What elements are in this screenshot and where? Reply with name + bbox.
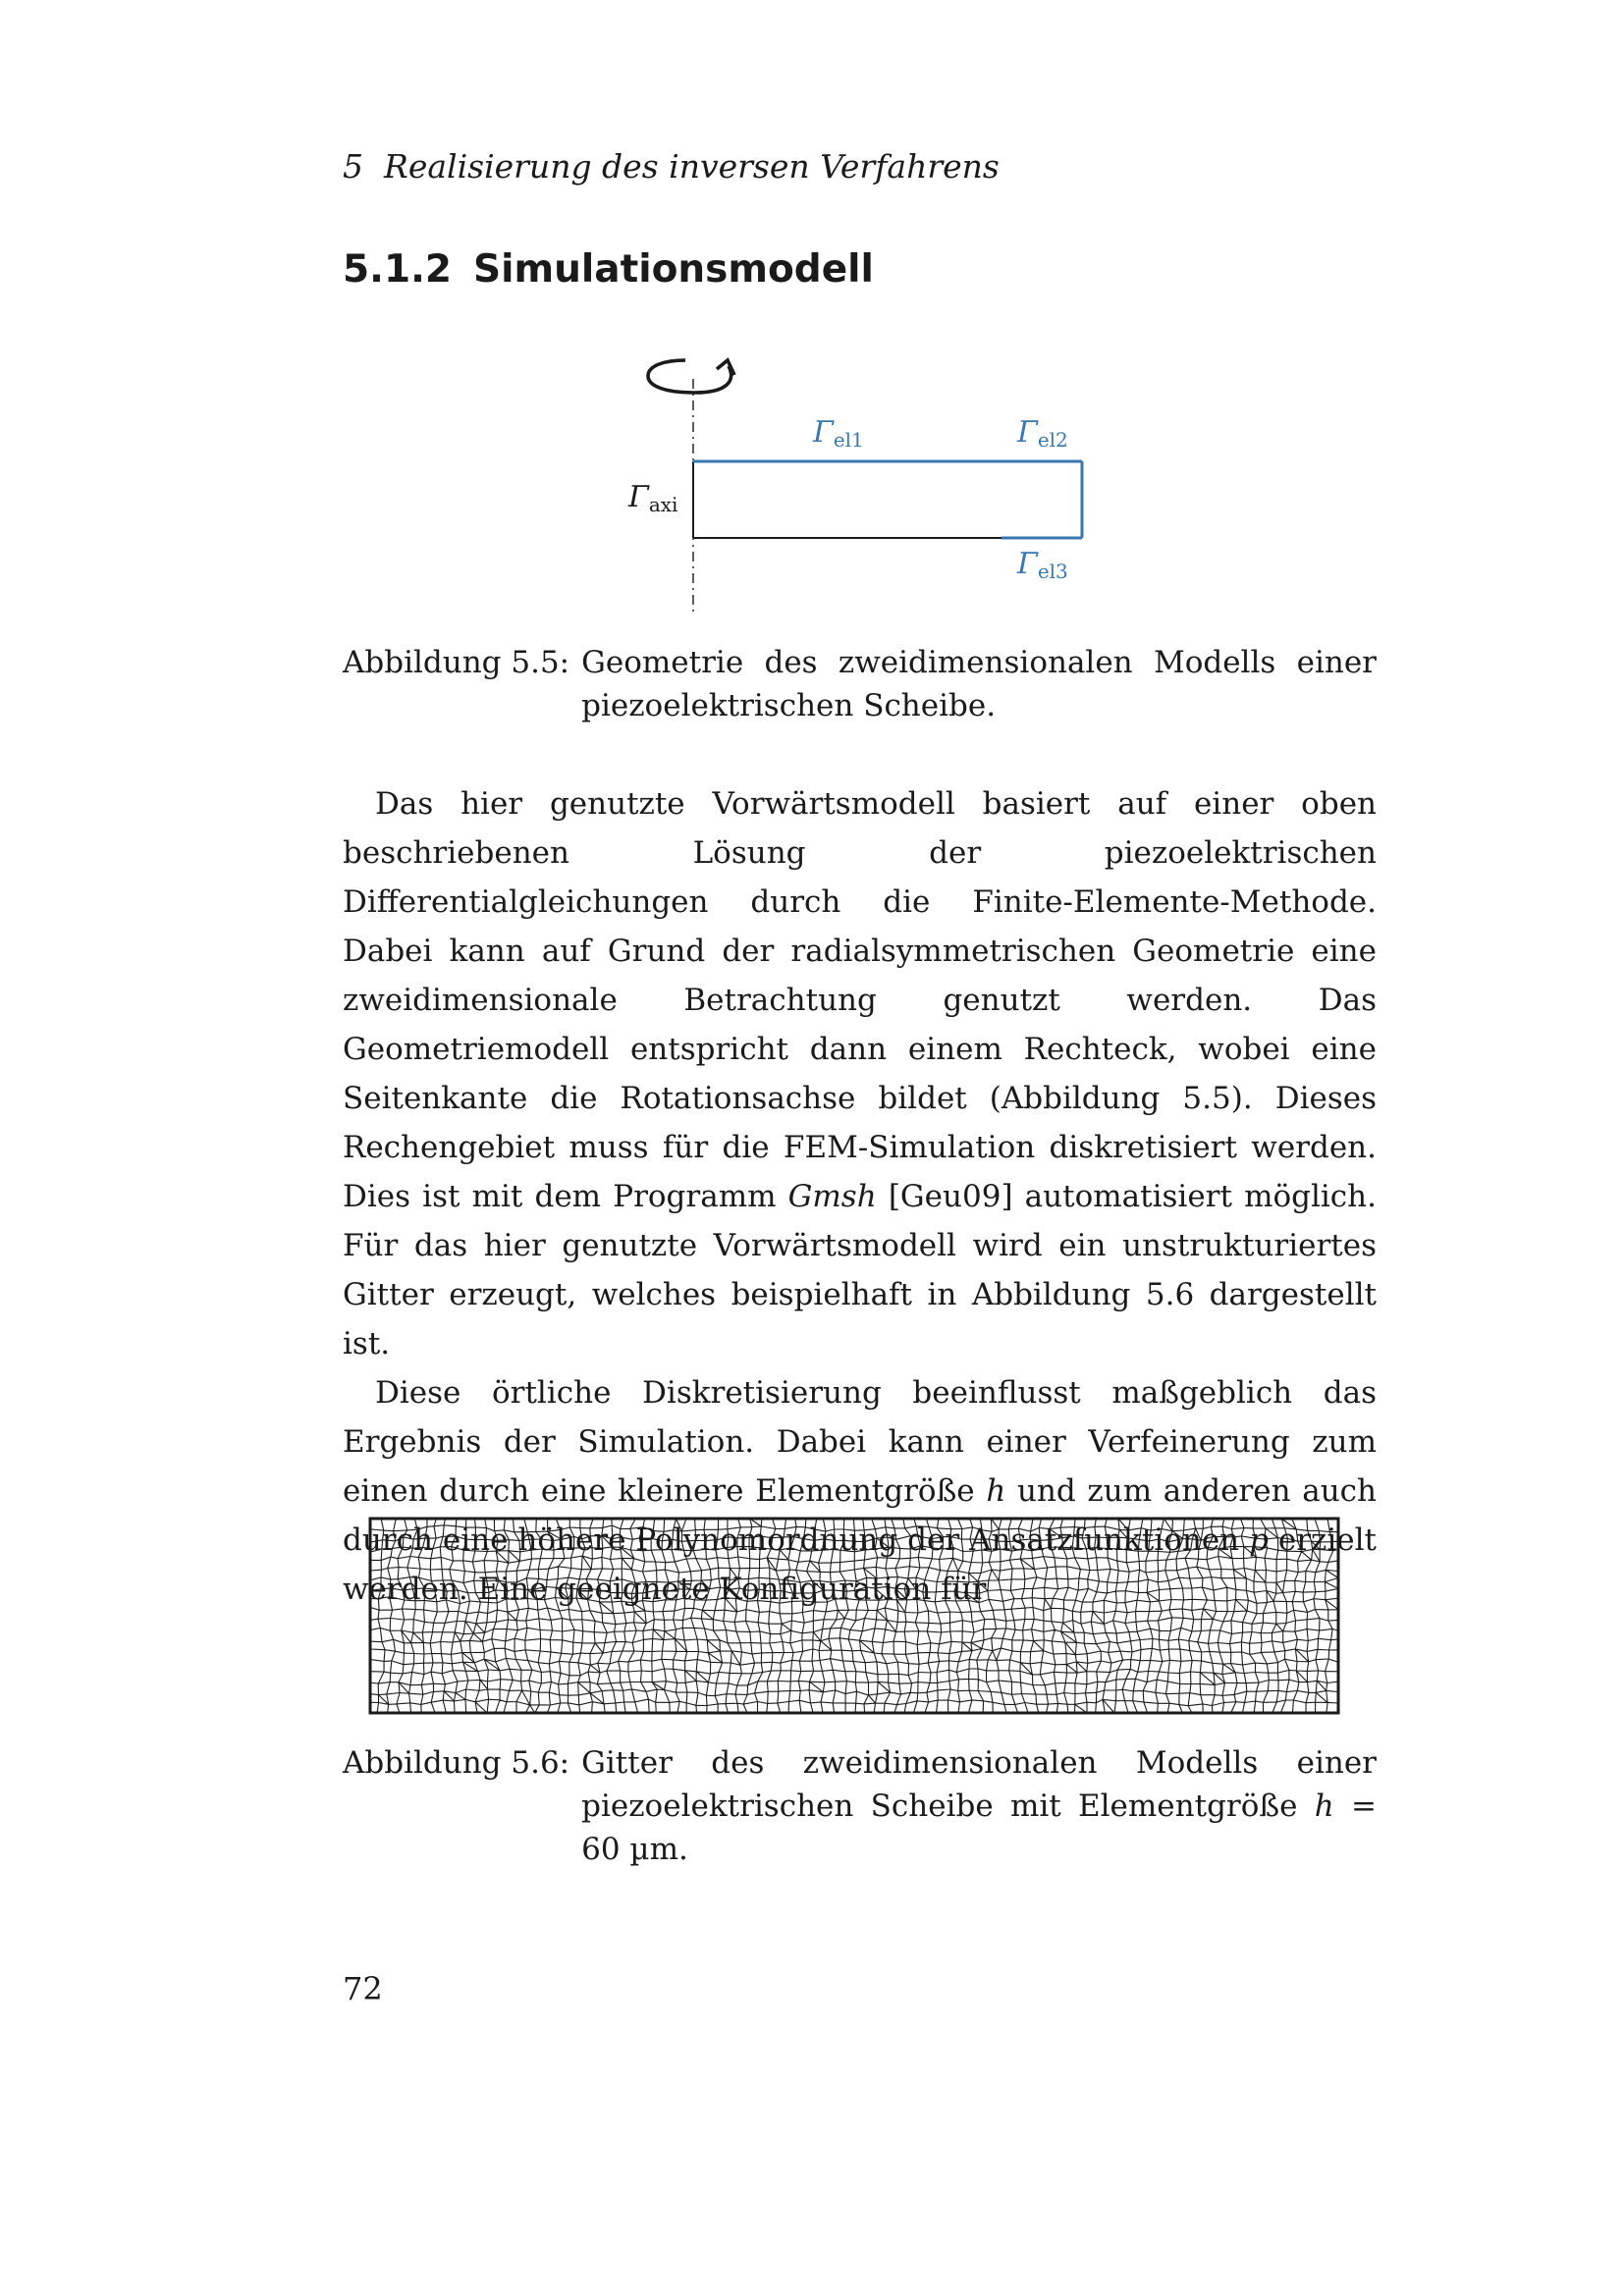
figure-caption-5-5 bbox=[343, 641, 1377, 727]
section-number: 5.1.2 bbox=[343, 247, 453, 292]
caption-label: Abbildung 5.5: bbox=[343, 645, 570, 680]
symbol-h: h bbox=[986, 1473, 1006, 1509]
rotation-arrow-icon bbox=[648, 360, 734, 393]
paragraph-2: Diese örtliche Diskretisierung beeinflusst maßgeblich das Ergebnis der Simulation. Dabei kann einer Verfeinerung zum einen durch eine kleinere Elementgröße h und zum anderen auch durch eine höhere Polynomordnung der Ansatzfunktionen p erzielt werden. Eine geeignete Konfiguration für bbox=[343, 1375, 1378, 1607]
label-gamma-el1: Γel1 bbox=[813, 415, 864, 452]
page-number: 72 bbox=[343, 1970, 383, 2007]
section-heading bbox=[343, 247, 874, 292]
label-gamma-el3: Γel3 bbox=[1017, 547, 1068, 583]
geometry-figure bbox=[589, 342, 1139, 626]
mesh-elements bbox=[370, 1519, 1338, 1713]
chapter-number: 5 bbox=[343, 147, 363, 186]
caption-text: Geometrie des zweidimensionalen Modells einer piezoelektrischen Scheibe. bbox=[581, 645, 1377, 723]
caption-text: Gitter des zweidimensionalen Modells einer piezoelektrischen Scheibe mit Elementgröße h = 60 µm. bbox=[581, 1745, 1377, 1867]
mesh-figure bbox=[368, 1517, 1340, 1715]
symbol-p: p bbox=[1249, 1522, 1269, 1558]
figure-caption-5-6 bbox=[343, 1741, 1377, 1871]
running-header bbox=[343, 147, 1000, 186]
label-gamma-el2: Γel2 bbox=[1017, 415, 1068, 452]
body-text bbox=[343, 779, 1377, 1614]
chapter-title: Realisierung des inversen Verfahrens bbox=[383, 147, 1000, 186]
program-name: Gmsh bbox=[787, 1179, 877, 1214]
label-gamma-axi: Γaxi bbox=[628, 480, 678, 516]
section-title: Simulationsmodell bbox=[473, 247, 874, 292]
caption-label: Abbildung 5.6: bbox=[343, 1745, 570, 1781]
paragraph-1: Das hier genutzte Vorwärtsmodell basiert auf einer oben beschriebenen Lösung der piezoelektrischen Differentialgleichungen durch die Finite-Elemente-Methode. Dabei kann auf Grund der radialsymmetrischen Geometrie eine zweidimensionale Betrachtung genutzt werden. Das Geometriemodell entspricht dann einem Rechteck, wobei eine Seitenkante die Rotationsachse bildet (Abbildung 5.5). Dieses Rechengebiet muss für die FEM-Simulation diskretisiert werden. Dies ist mit dem Programm Gmsh [Geu09] automatisiert möglich. Für das hier genutzte Vorwärtsmodell wird ein unstrukturiertes Gitter erzeugt, welches beispielhaft in Abbildung 5.6 dargestellt ist. bbox=[343, 786, 1377, 1362]
